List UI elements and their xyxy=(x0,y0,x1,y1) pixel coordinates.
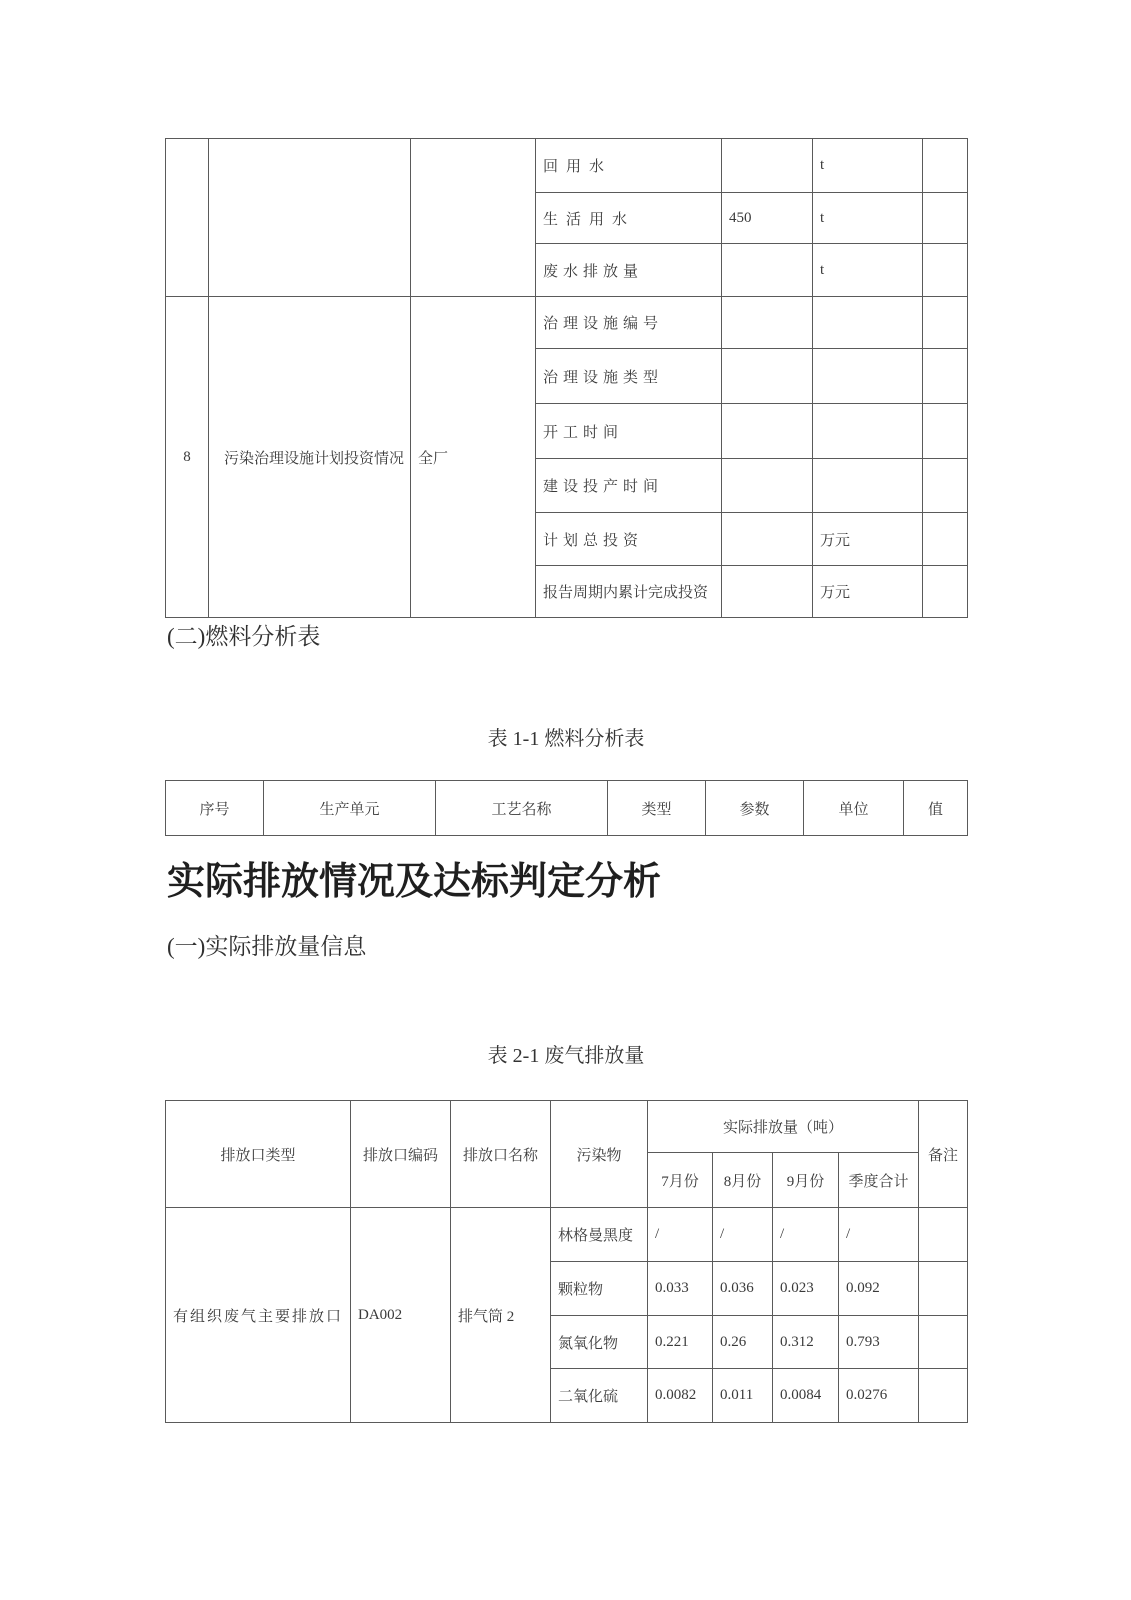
remark-cell xyxy=(919,1208,968,1262)
col-header-production-unit: 生产单元 xyxy=(264,781,436,836)
remark-cell xyxy=(923,404,968,459)
unit-cell xyxy=(813,349,923,404)
label-cell: 报告周期内累计完成投资 xyxy=(536,566,722,618)
remark-cell xyxy=(923,349,968,404)
label-cell: 回用水 xyxy=(536,139,722,193)
quarter-total-cell: 0.0276 xyxy=(839,1369,919,1423)
quarter-total-cell: 0.793 xyxy=(839,1316,919,1369)
label-cell: 废水排放量 xyxy=(536,244,722,297)
value-cell xyxy=(722,244,813,297)
remark-cell xyxy=(923,244,968,297)
pollutant-cell: 颗粒物 xyxy=(551,1262,648,1316)
label-cell: 生活用水 xyxy=(536,193,722,244)
fuel-analysis-table xyxy=(165,780,968,836)
section-heading-fuel: (二)燃料分析表 xyxy=(167,624,321,649)
gas-emission-table xyxy=(165,1100,968,1423)
quarter-total-cell: / xyxy=(839,1208,919,1262)
col-header-august: 8月份 xyxy=(713,1153,773,1208)
august-value-cell: / xyxy=(713,1208,773,1262)
value-cell xyxy=(722,513,813,566)
september-value-cell: 0.312 xyxy=(773,1316,839,1369)
label-cell: 治理设施编号 xyxy=(536,297,722,349)
unit-cell: t xyxy=(813,244,923,297)
scope-cell: 全厂 xyxy=(411,297,536,618)
pollutant-cell: 氮氧化物 xyxy=(551,1316,648,1369)
chapter-heading: 实际排放情况及达标判定分析 xyxy=(167,861,662,903)
august-value-cell: 0.26 xyxy=(713,1316,773,1369)
remark-cell xyxy=(923,566,968,618)
col-header-parameter: 参数 xyxy=(706,781,804,836)
section-heading-emission: (一)实际排放量信息 xyxy=(167,934,367,959)
remark-cell xyxy=(923,297,968,349)
july-value-cell: 0.0082 xyxy=(648,1369,713,1423)
september-value-cell: 0.023 xyxy=(773,1262,839,1316)
value-cell xyxy=(722,459,813,513)
col-header-value: 值 xyxy=(904,781,968,836)
col-header-process-name: 工艺名称 xyxy=(436,781,608,836)
table-caption-fuel: 表 1-1 燃料分析表 xyxy=(487,728,645,750)
remark-cell xyxy=(919,1262,968,1316)
unit-cell xyxy=(813,404,923,459)
july-value-cell: 0.033 xyxy=(648,1262,713,1316)
remark-cell xyxy=(919,1316,968,1369)
august-value-cell: 0.011 xyxy=(713,1369,773,1423)
col-header-quarter-total: 季度合计 xyxy=(839,1153,919,1208)
item-cell xyxy=(209,139,411,297)
unit-cell: 万元 xyxy=(813,513,923,566)
value-cell xyxy=(722,297,813,349)
seq-cell: 8 xyxy=(166,297,209,618)
table-row xyxy=(166,1208,968,1262)
label-cell: 开工时间 xyxy=(536,404,722,459)
table-row xyxy=(166,297,968,349)
unit-cell: 万元 xyxy=(813,566,923,618)
col-header-outlet-name: 排放口名称 xyxy=(451,1101,551,1208)
unit-cell xyxy=(813,459,923,513)
remark-cell xyxy=(923,459,968,513)
col-header-september: 9月份 xyxy=(773,1153,839,1208)
label-cell: 计划总投资 xyxy=(536,513,722,566)
pollution-control-investment-table xyxy=(165,138,968,618)
col-header-actual-emission: 实际排放量（吨） xyxy=(648,1101,919,1153)
remark-cell xyxy=(923,139,968,193)
pollutant-cell: 二氧化硫 xyxy=(551,1369,648,1423)
item-cell: 污染治理设施计划投资情况 xyxy=(209,297,411,618)
col-header-remark: 备注 xyxy=(919,1101,968,1208)
july-value-cell: / xyxy=(648,1208,713,1262)
col-header-outlet-type: 排放口类型 xyxy=(166,1101,351,1208)
outlet-name-cell: 排气筒 2 xyxy=(451,1208,551,1423)
remark-cell xyxy=(919,1369,968,1423)
label-cell: 建设投产时间 xyxy=(536,459,722,513)
table-caption-gas: 表 2-1 废气排放量 xyxy=(487,1045,645,1067)
september-value-cell: 0.0084 xyxy=(773,1369,839,1423)
quarter-total-cell: 0.092 xyxy=(839,1262,919,1316)
unit-cell: t xyxy=(813,193,923,244)
outlet-code-cell: DA002 xyxy=(351,1208,451,1423)
july-value-cell: 0.221 xyxy=(648,1316,713,1369)
seq-cell xyxy=(166,139,209,297)
table-row xyxy=(166,139,968,193)
remark-cell xyxy=(923,513,968,566)
outlet-type-cell: 有组织废气主要排放口 xyxy=(166,1208,351,1423)
value-cell xyxy=(722,349,813,404)
header-row xyxy=(166,1101,968,1153)
august-value-cell: 0.036 xyxy=(713,1262,773,1316)
unit-cell: t xyxy=(813,139,923,193)
col-header-type: 类型 xyxy=(608,781,706,836)
value-cell xyxy=(722,404,813,459)
unit-cell xyxy=(813,297,923,349)
col-header-july: 7月份 xyxy=(648,1153,713,1208)
scope-cell xyxy=(411,139,536,297)
col-header-seq: 序号 xyxy=(166,781,264,836)
pollutant-cell: 林格曼黑度 xyxy=(551,1208,648,1262)
header-row xyxy=(166,781,968,836)
remark-cell xyxy=(923,193,968,244)
value-cell xyxy=(722,139,813,193)
label-cell: 治理设施类型 xyxy=(536,349,722,404)
col-header-unit: 单位 xyxy=(804,781,904,836)
value-cell xyxy=(722,566,813,618)
col-header-outlet-code: 排放口编码 xyxy=(351,1101,451,1208)
value-cell: 450 xyxy=(722,193,813,244)
september-value-cell: / xyxy=(773,1208,839,1262)
col-header-pollutant: 污染物 xyxy=(551,1101,648,1208)
